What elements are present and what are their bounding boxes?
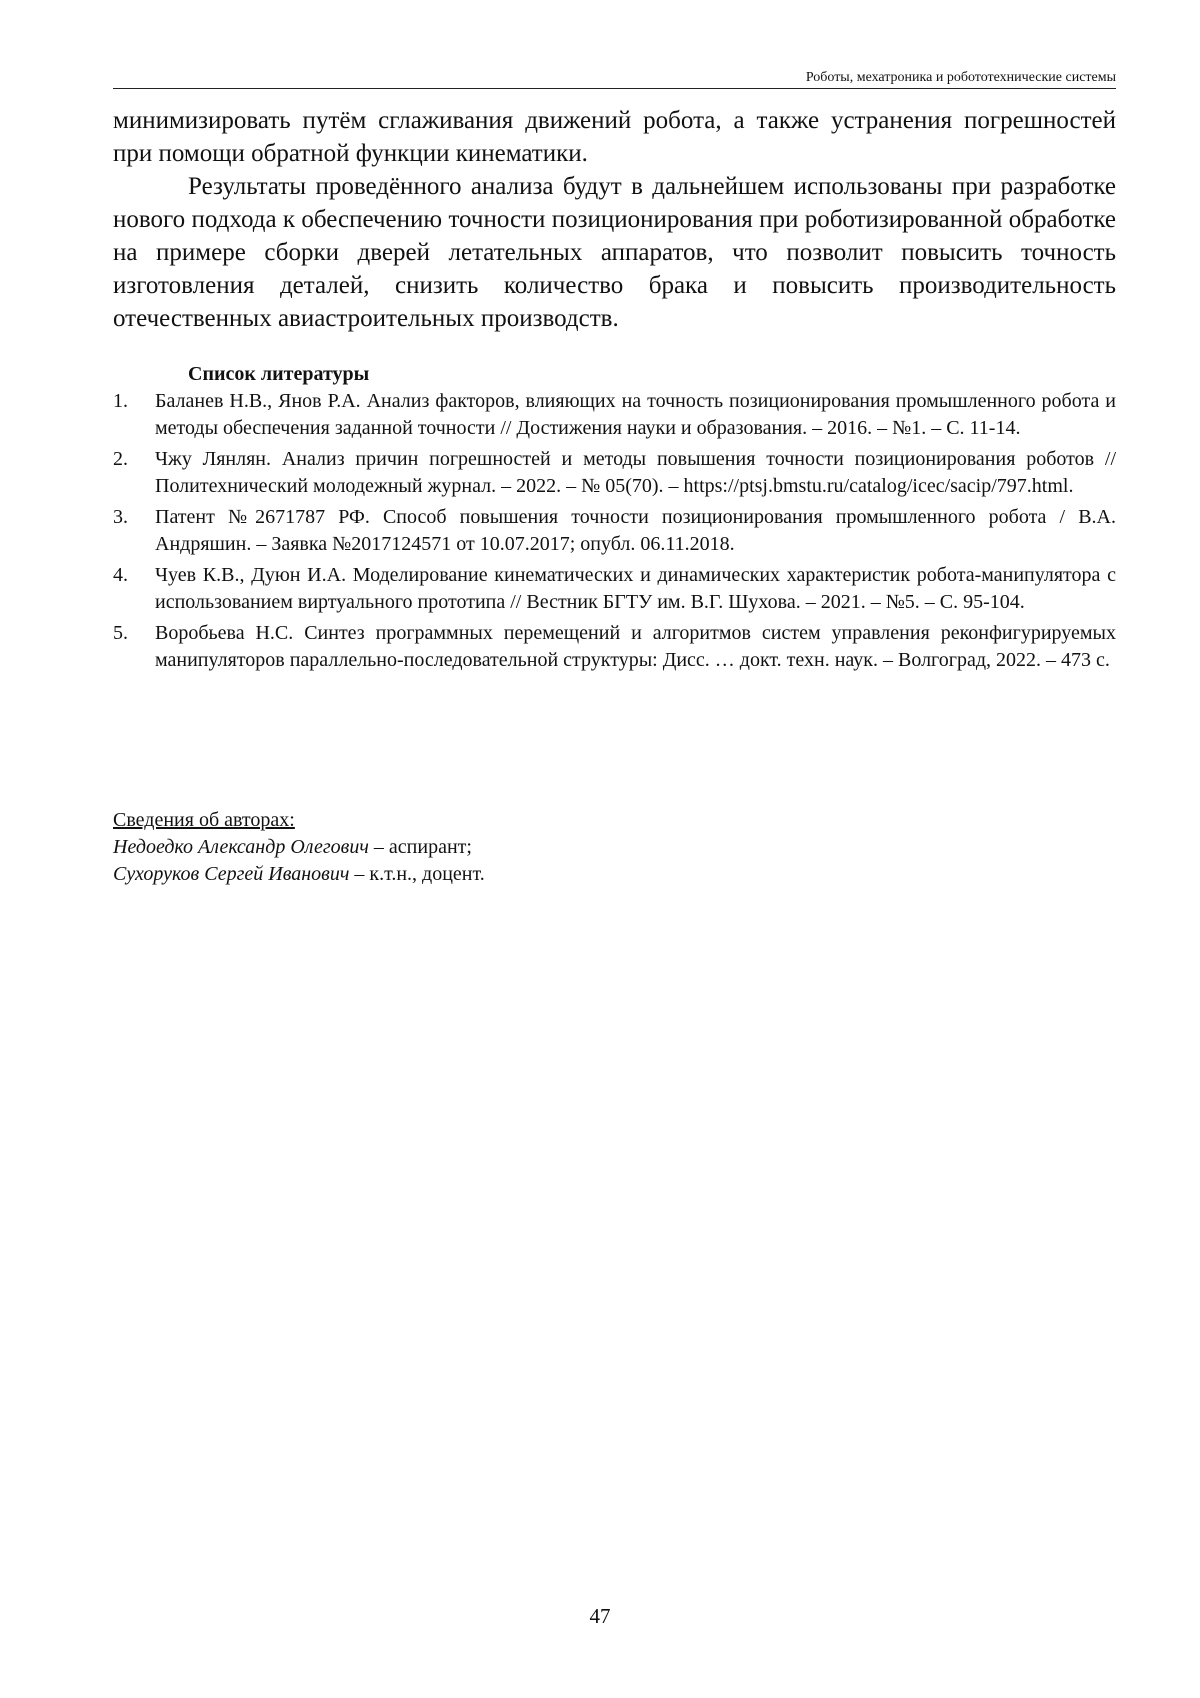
reference-item: [113, 504, 1116, 558]
author-name: Недоедко Александр Олегович: [113, 836, 369, 858]
author-name: Сухоруков Сергей Иванович: [113, 863, 350, 885]
page-number: 47: [589, 1604, 611, 1628]
references-title: Список литературы: [188, 363, 370, 385]
author-line: [113, 861, 1116, 888]
reference-text: Баланев Н.В., Янов Р.А. Анализ факторов, влияющих на точность позиционирования промышленного робота и методы обеспечения заданной точности // Достижения науки и образования. – 2016. – №1. – С. 11-14.: [155, 390, 1116, 439]
author-role: – к.т.н., доцент.: [349, 863, 485, 885]
paragraph: минимизировать путём сглаживания движений робота, а также устранения погрешностей при помощи обратной функции кинематики.: [113, 107, 1116, 167]
authors-heading: Сведения об авторах:: [113, 809, 295, 831]
header-rule: [113, 88, 1116, 89]
reference-number: 2.: [113, 448, 128, 470]
reference-number: 3.: [113, 506, 128, 528]
running-header: Роботы, мехатроника и робототехнические системы: [805, 70, 1116, 85]
reference-text: Чуев К.В., Дуюн И.А. Моделирование кинематических и динамических характеристик робота-манипулятора с использованием виртуального прототипа // Вестник БГТУ им. В.Г. Шухова. – 2021. – №5. – С. 95-104.: [155, 564, 1116, 613]
author-role: – аспирант;: [368, 836, 472, 858]
reference-item: [113, 446, 1116, 500]
reference-item: [113, 620, 1116, 674]
reference-item: [113, 388, 1116, 442]
reference-text: Воробьева Н.С. Синтез программных перемещений и алгоритмов систем управления реконфигурируемых манипуляторов параллельно-последовательной структуры: Дисс. … докт. техн. наук. – Волгоград, 2022. – 473 с.: [155, 622, 1116, 671]
author-line: [113, 834, 1116, 861]
authors-info: [113, 807, 1116, 888]
reference-item: [113, 562, 1116, 616]
reference-number: 4.: [113, 564, 128, 586]
reference-number: 1.: [113, 390, 128, 412]
references-list: [113, 388, 1116, 678]
reference-number: 5.: [113, 622, 128, 644]
reference-text: Патент №2671787 РФ. Способ повышения точности позиционирования промышленного робота / В.А. Андряшин. – Заявка №2017124571 от 10.07.2017; опубл. 06.11.2018.: [155, 506, 1116, 555]
body-text: [113, 104, 1116, 335]
reference-text: Чжу Лянлян. Анализ причин погрешностей и методы повышения точности позиционирования роботов // Политехнический молодежный журнал. – 2022. – № 05(70). – https://ptsj.bmstu.ru/catalog/icec/sacip/797.html.: [155, 448, 1116, 497]
paragraph: Результаты проведённого анализа будут в дальнейшем использованы при разработке нового подхода к обеспечению точности позиционирования при роботизированной обработке на примере сборки дверей летательных аппаратов, что позволит повысить точность изготовления деталей, снизить количество брака и повысить производительность отечественных авиастроительных производств.: [113, 173, 1116, 332]
